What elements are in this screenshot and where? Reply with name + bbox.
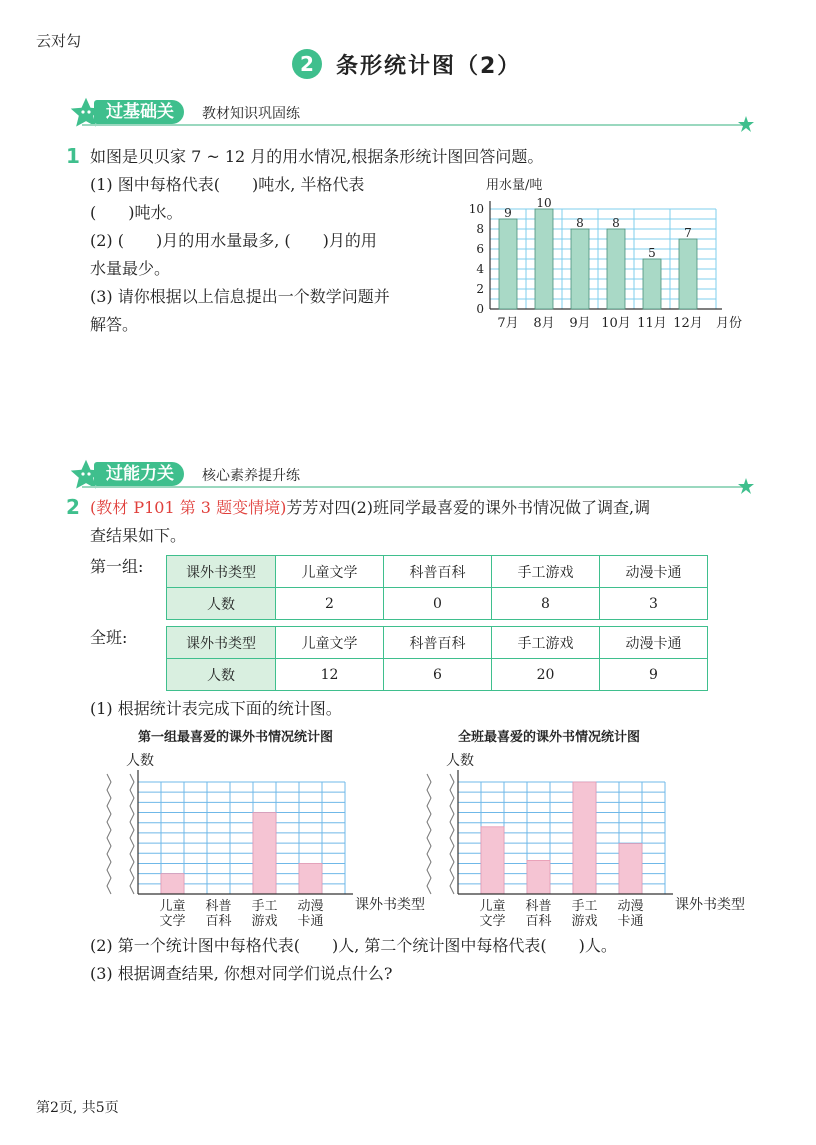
data-label: 9 [504,206,512,220]
bar [573,782,596,894]
chart-title: 第一组最喜爱的课外书情况统计图 [138,730,334,745]
question-2-part3: (3) 根据调查结果, 你想对同学们说点什么? [90,964,393,983]
data-label: 8 [612,216,620,230]
x-tick-label: 儿童 [159,899,186,914]
brand-label: 云对勾 [36,32,82,50]
question-2-stem-b: 查结果如下。 [90,526,187,545]
table-header-cell: 手工游戏 [492,556,600,588]
y-axis-label: 人数 [446,753,474,769]
class-label: 全班: [90,628,128,647]
section-badge: 过基础关 [94,100,184,124]
question-1-part3b: 解答。 [90,315,139,334]
bar [643,259,661,309]
x-tick-label: 11月 [637,316,667,331]
x-axis-label: 课外书类型 [355,897,425,913]
x-tick-label: 文学 [479,914,506,929]
question-2-stem [90,494,650,522]
data-label: 7 [684,226,692,240]
section-subtitle: 核心素养提升练 [202,468,300,484]
table-header-cell: 科普百科 [384,556,492,588]
question-2-part2: (2) 第一个统计图中每格代表( )人, 第二个统计图中每格代表( )人。 [90,936,617,955]
table-header-cell: 课外书类型 [167,627,276,659]
table-header-cell: 课外书类型 [167,556,276,588]
group1-label: 第一组: [90,557,144,576]
bar [527,860,550,894]
question-1-part3a: (3) 请你根据以上信息提出一个数学问题并 [90,287,390,306]
x-tick-label: 动漫 [617,899,644,914]
bar [619,844,642,894]
table-header-cell: 手工游戏 [492,627,600,659]
x-tick-label: 游戏 [251,914,278,929]
y-tick-label: 0 [476,302,484,316]
x-tick-label: 手工 [251,899,278,914]
chart-title: 全班最喜爱的课外书情况统计图 [458,730,641,745]
group1-book-chart [96,722,425,930]
wavy-border [130,774,134,894]
star-end-icon [738,116,754,132]
table-cell: 3 [600,588,708,620]
x-tick-label: 百科 [205,914,232,929]
title-text: 条形统计图（2） [336,53,522,79]
bar [253,813,276,894]
table-header-cell: 科普百科 [384,627,492,659]
y-tick-label: 8 [476,222,484,236]
x-tick-label: 儿童 [479,899,506,914]
x-tick-label: 12月 [673,316,703,331]
y-tick-label: 10 [468,202,484,216]
question-1-part2b: 水量最少。 [90,259,171,278]
question-2-part1: (1) 根据统计表完成下面的统计图。 [90,699,342,718]
data-label: 5 [648,246,656,260]
x-tick-label: 百科 [525,914,552,929]
section-divider [82,124,744,126]
bar [161,874,184,894]
x-tick-label: 手工 [571,899,598,914]
section-badge: 过能力关 [94,462,184,486]
page-footer: 第2页, 共5页 [36,1100,119,1116]
bar [571,229,589,309]
class-book-chart [416,722,745,930]
table-cell: 9 [600,659,708,691]
table-header-cell: 儿童文学 [276,627,384,659]
bar [607,229,625,309]
table-row-label: 人数 [167,588,276,620]
question-2-source: (教材 P101 第 3 题变情境) [90,498,287,517]
section-header-basic [66,96,754,130]
question-1-number: 1 [66,144,80,168]
page-title [292,48,521,80]
x-axis-label: 月份 [716,316,743,331]
x-tick-label: 9月 [569,316,591,331]
question-2-stem-a: 芳芳对四(2)班同学最喜爱的课外书情况做了调查,调 [286,498,651,517]
question-1-stem: 如图是贝贝家 7 ~ 12 月的用水情况,根据条形统计图回答问题。 [90,147,544,166]
bar [535,209,553,309]
bar [499,219,517,309]
x-tick-label: 10月 [601,316,631,331]
question-1-part1a: (1) 图中每格代表( )吨水, 半格代表 [90,175,365,194]
table-cell: 12 [276,659,384,691]
x-tick-label: 7月 [497,316,519,331]
wavy-border [427,774,431,894]
section-header-ability [66,458,754,492]
table-header-cell: 动漫卡通 [600,627,708,659]
y-tick-label: 6 [476,242,484,256]
bar [481,827,504,894]
x-axis-label: 课外书类型 [675,897,745,913]
x-tick-label: 文学 [159,914,186,929]
x-tick-label: 卡通 [297,914,324,929]
x-tick-label: 科普 [205,899,232,914]
class-table [166,626,708,691]
table-header-cell: 儿童文学 [276,556,384,588]
y-axis-label: 人数 [126,753,154,769]
table-cell: 8 [492,588,600,620]
question-2-number: 2 [66,495,80,519]
table-cell: 2 [276,588,384,620]
wavy-border [450,774,454,894]
star-end-icon [738,478,754,494]
water-usage-chart [456,172,756,337]
table-cell: 6 [384,659,492,691]
table-row-label: 人数 [167,659,276,691]
wavy-border [107,774,111,894]
x-tick-label: 科普 [525,899,552,914]
section-divider [82,486,744,488]
y-axis-label: 用水量/吨 [486,178,543,193]
x-tick-label: 游戏 [571,914,598,929]
data-label: 8 [576,216,584,230]
bar [679,239,697,309]
table-cell: 20 [492,659,600,691]
x-tick-label: 动漫 [297,899,324,914]
data-label: 10 [536,196,552,210]
y-tick-label: 2 [476,282,484,296]
title-number-badge: 2 [292,49,322,79]
question-1-part2a: (2) ( )月的用水量最多, ( )月的用 [90,231,377,250]
y-tick-label: 4 [476,262,484,276]
x-tick-label: 8月 [533,316,555,331]
section-subtitle: 教材知识巩固练 [202,106,300,122]
table-header-cell: 动漫卡通 [600,556,708,588]
x-tick-label: 卡通 [617,914,644,929]
table-cell: 0 [384,588,492,620]
bar [299,863,322,894]
group1-table [166,555,708,620]
question-1-part1b: ( )吨水。 [90,203,183,222]
